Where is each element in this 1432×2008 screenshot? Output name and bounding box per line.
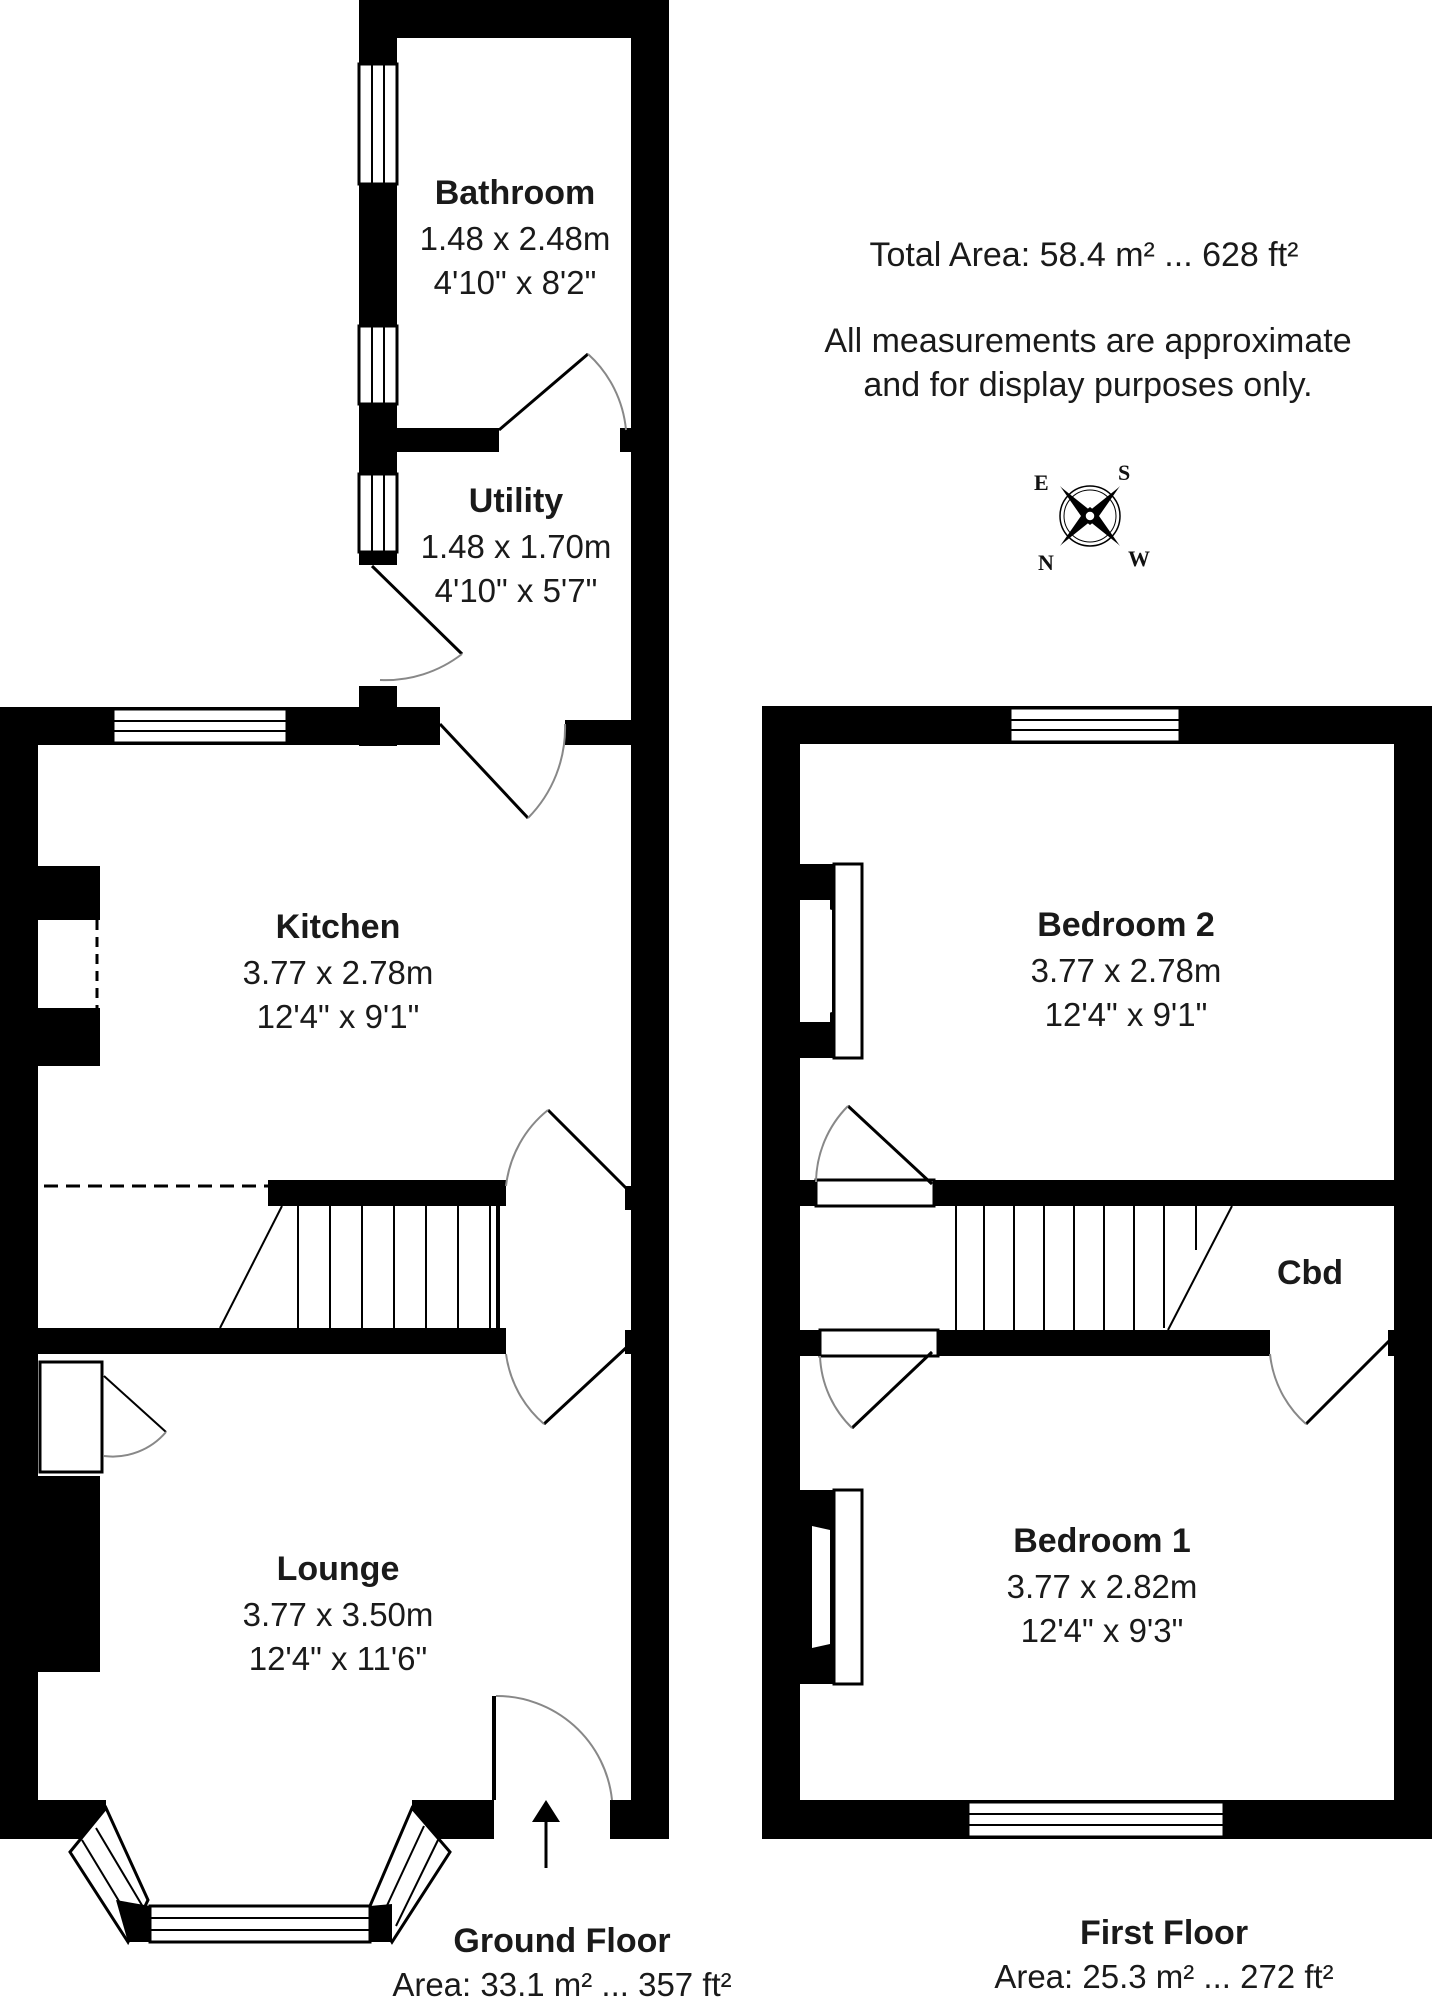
kitchen-utility-door	[440, 724, 565, 818]
compass-rose-icon	[1059, 485, 1121, 547]
compass-north-label: N	[1038, 550, 1054, 575]
disclaimer-line-1: All measurements are approximate	[824, 322, 1352, 360]
entrance-arrow-icon	[532, 1800, 560, 1868]
bedroom1-name: Bedroom 1	[1013, 1522, 1191, 1560]
bedroom2-metric: 3.77 x 2.78m	[1030, 952, 1222, 989]
kitchen-window	[113, 709, 287, 743]
first-right-wall	[1394, 706, 1432, 1839]
lounge-name: Lounge	[276, 1550, 400, 1588]
kitchen-name: Kitchen	[275, 908, 401, 946]
compass-east-label: E	[1034, 470, 1049, 495]
ground-left-wall	[0, 707, 38, 1839]
lounge-metric: 3.77 x 3.50m	[242, 1596, 434, 1633]
lounge-imperial: 12'4" x 11'6"	[248, 1640, 428, 1677]
bathroom-window-upper	[359, 64, 397, 184]
utility-window	[359, 474, 397, 552]
lounge-front-wall-right	[610, 1800, 669, 1839]
ground-right-wall	[631, 720, 669, 1839]
lounge-chimney-breast	[38, 1476, 100, 1672]
lounge-bay-window	[70, 1808, 450, 1942]
ground-staircase	[38, 1180, 506, 1354]
utility-name: Utility	[468, 482, 564, 520]
bedroom1-wall-stub	[800, 1330, 820, 1356]
bedroom2-door	[816, 1106, 934, 1206]
ground-floor-title: Ground Floor	[453, 1922, 671, 1960]
lounge-door-jamb	[625, 1330, 637, 1354]
kitchen-metric: 3.77 x 2.78m	[242, 954, 434, 991]
cupboard-door-jamb	[1388, 1330, 1400, 1356]
utility-metric: 1.48 x 1.70m	[420, 528, 612, 565]
bedroom1-landing-wall	[936, 1330, 1270, 1356]
bathroom-metric: 1.48 x 2.48m	[419, 220, 611, 257]
ground-floor-area: Area: 33.1 m² ... 357 ft²	[392, 1966, 732, 2003]
bedroom1-imperial: 12'4" x 9'3"	[1020, 1612, 1184, 1649]
bedroom1-window	[968, 1802, 1224, 1837]
first-floor-area: Area: 25.3 m² ... 272 ft²	[994, 1958, 1334, 1995]
kitchen-chimney-breast	[38, 866, 100, 1066]
bedroom2-landing-wall	[932, 1180, 1394, 1206]
bedroom2-name: Bedroom 2	[1037, 906, 1215, 944]
front-door	[492, 1696, 612, 1800]
first-floor-title: First Floor	[1079, 1914, 1249, 1952]
compass-south-label: S	[1118, 460, 1131, 485]
bathroom-window-lower	[359, 326, 397, 404]
disclaimer-line-2: and for display purposes only.	[863, 366, 1313, 404]
extension-corner	[359, 686, 397, 746]
lounge-alcove-cupboard	[40, 1362, 166, 1472]
utility-imperial: 4'10" x 5'7"	[434, 572, 598, 609]
bedroom1-fireplace	[800, 1490, 862, 1684]
first-staircase	[956, 1206, 1232, 1330]
compass-west-label: W	[1128, 546, 1150, 571]
bedroom2-window	[1010, 708, 1180, 742]
bathroom-name: Bathroom	[434, 174, 596, 212]
extension-right-wall	[631, 0, 669, 746]
cupboard-door	[1270, 1340, 1390, 1424]
bathroom-door	[499, 354, 626, 430]
bathroom-imperial: 4'10" x 8'2"	[433, 264, 597, 301]
first-left-wall	[762, 706, 800, 1839]
bedroom1-door	[820, 1330, 938, 1428]
kitchen-hall-door	[506, 1110, 628, 1190]
bedroom2-imperial: 12'4" x 9'1"	[1044, 996, 1208, 1033]
bedroom1-metric: 3.77 x 2.82m	[1006, 1568, 1198, 1605]
bathroom-utility-partition	[359, 428, 499, 452]
bedroom2-fireplace	[800, 864, 862, 1058]
bathroom-door-jamb	[620, 428, 634, 452]
extension-top-wall	[359, 0, 669, 38]
kitchen-imperial: 12'4" x 9'1"	[256, 998, 420, 1035]
lounge-hall-door	[506, 1346, 628, 1424]
cupboard-name: Cbd	[1276, 1254, 1344, 1292]
total-area-text: Total Area: 58.4 m² ... 628 ft²	[869, 236, 1299, 274]
